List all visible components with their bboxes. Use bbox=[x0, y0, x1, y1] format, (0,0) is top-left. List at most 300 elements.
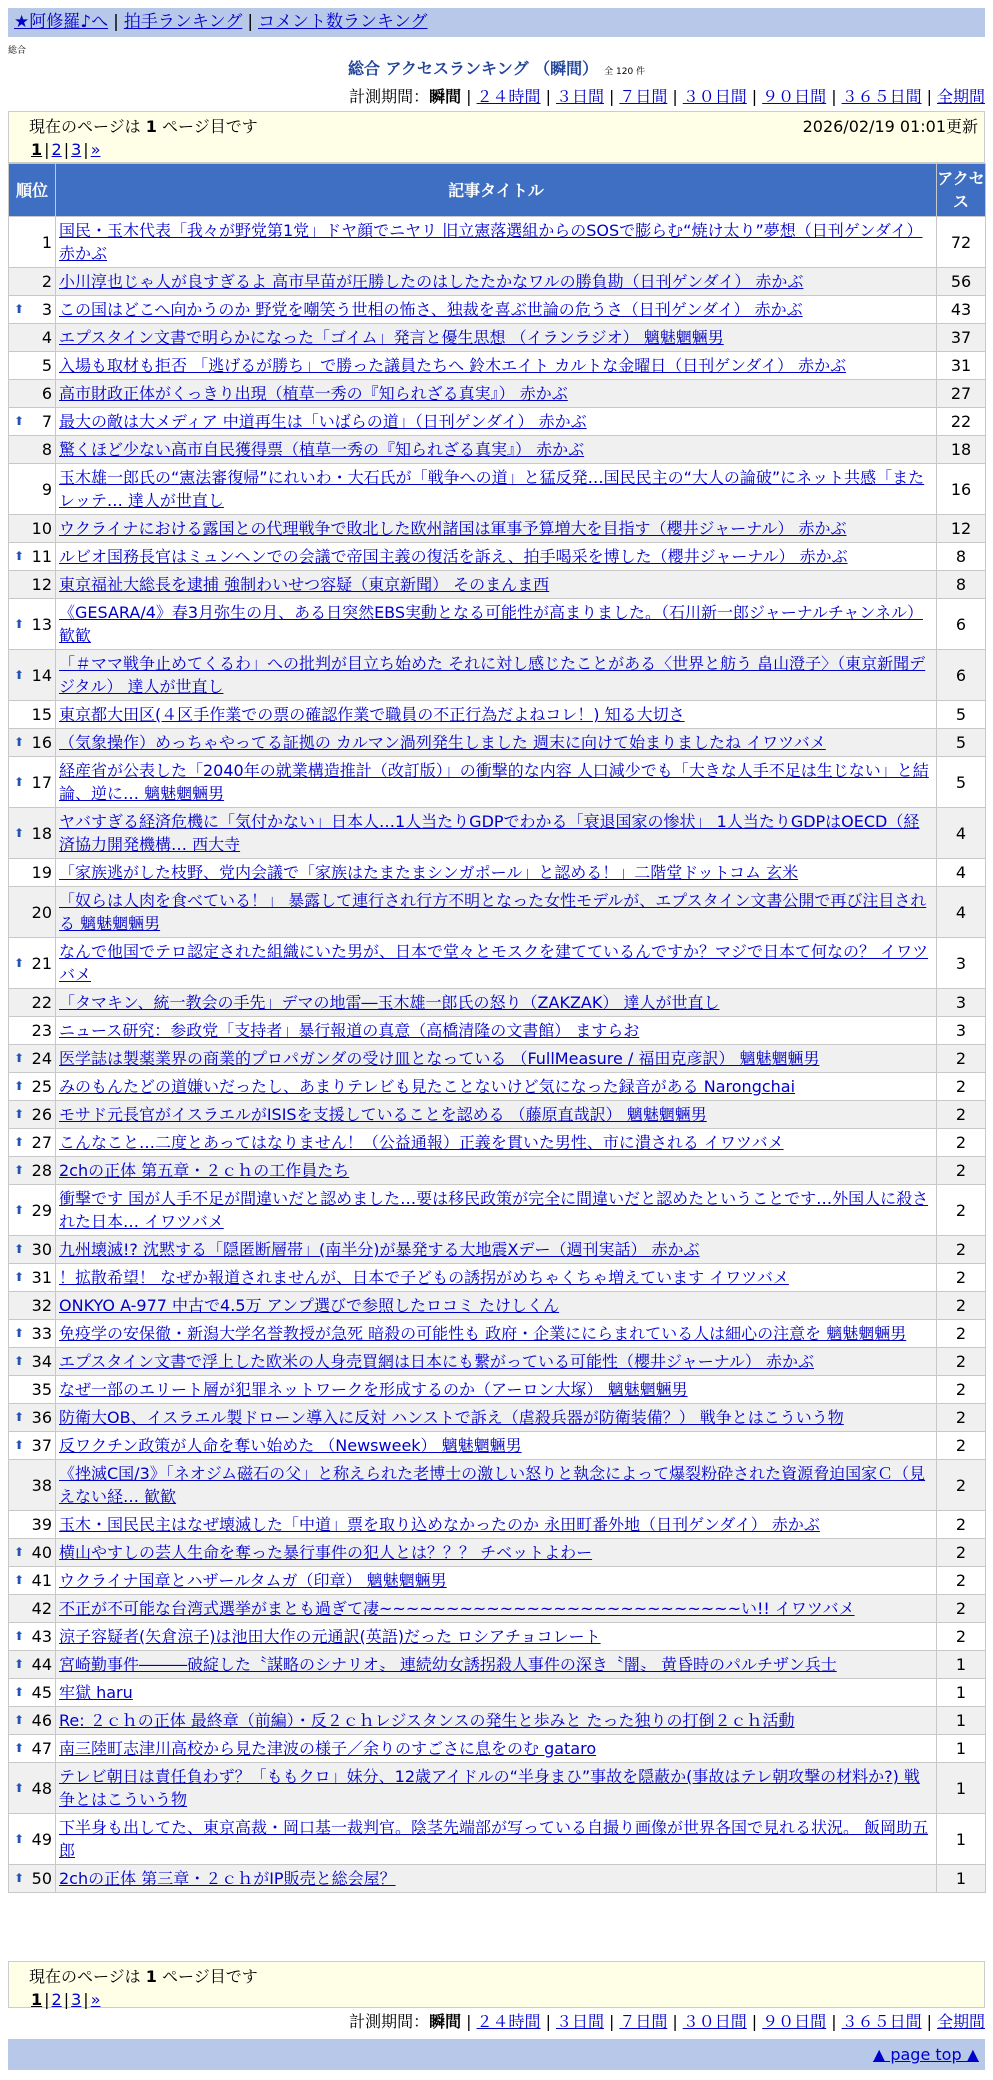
title-cell bbox=[56, 1432, 937, 1460]
access-count: 2 bbox=[937, 1348, 986, 1376]
up-arrow-icon: ⬆ bbox=[14, 735, 25, 749]
rank-cell bbox=[9, 599, 56, 650]
title-cell bbox=[56, 1865, 937, 1893]
period-link-90d[interactable]: ９０日間 bbox=[762, 2012, 827, 2031]
title-cell bbox=[56, 859, 937, 887]
clap-ranking-link[interactable]: 拍手ランキング bbox=[123, 12, 243, 32]
rank-cell bbox=[9, 989, 56, 1017]
access-count: 12 bbox=[937, 515, 986, 543]
nav-separator: | bbox=[113, 12, 119, 32]
period-link-24h[interactable]: ２４時間 bbox=[476, 87, 541, 106]
up-arrow-icon: ⬆ bbox=[14, 1780, 25, 1795]
article-title-link[interactable]: 東京都大田区(４区手作業での票の確認作業で職員の不正行為だよねコレ！) 知る大切さ bbox=[59, 705, 685, 724]
rank-number: 20 bbox=[31, 902, 52, 922]
rank-number: 13 bbox=[31, 614, 52, 634]
rank-number: 41 bbox=[31, 1571, 52, 1590]
table-row bbox=[9, 1185, 986, 1236]
period-link-3d[interactable]: ３日間 bbox=[555, 87, 604, 106]
up-arrow-icon: ⬆ bbox=[14, 1354, 25, 1368]
up-arrow-icon: ⬆ bbox=[14, 1107, 25, 1121]
table-row bbox=[9, 1707, 986, 1735]
rank-cell bbox=[9, 1264, 56, 1292]
title-cell bbox=[56, 352, 937, 380]
title-cell bbox=[56, 989, 937, 1017]
access-count: 1 bbox=[937, 1814, 986, 1865]
rank-number: 31 bbox=[31, 1268, 52, 1287]
period-separator: | bbox=[545, 87, 551, 106]
table-row bbox=[9, 1045, 986, 1073]
rank-number: 33 bbox=[31, 1324, 52, 1343]
period-link-365d[interactable]: ３６５日間 bbox=[841, 87, 922, 106]
access-count: 2 bbox=[937, 1595, 986, 1623]
access-count: 5 bbox=[937, 729, 986, 757]
up-arrow-icon: ⬆ bbox=[14, 1741, 25, 1755]
article-title-link[interactable]: 玉木・国民民主はなぜ壊滅した「中道」票を取り込めなかったのか 永田町番外地（日刊ゲンダイ） 赤かぶ bbox=[59, 1515, 820, 1534]
rank-cell bbox=[9, 1073, 56, 1101]
rank-column-header: 順位 bbox=[9, 164, 56, 217]
rank-number: 50 bbox=[31, 1869, 52, 1888]
access-count: 8 bbox=[937, 571, 986, 599]
access-count: 3 bbox=[937, 1017, 986, 1045]
access-count: 2 bbox=[937, 1073, 986, 1101]
access-count: 4 bbox=[937, 808, 986, 859]
period-link-365d[interactable]: ３６５日間 bbox=[841, 2012, 922, 2031]
table-row bbox=[9, 808, 986, 859]
table-row bbox=[9, 887, 986, 938]
access-count: 2 bbox=[937, 1157, 986, 1185]
rank-cell bbox=[9, 1460, 56, 1511]
rank-cell bbox=[9, 1320, 56, 1348]
page-next-link[interactable]: » bbox=[90, 1990, 101, 2009]
period-link-all[interactable]: 全期間 bbox=[936, 2012, 985, 2031]
article-title-link[interactable]: 2chの正体 第五章・２ｃｈの工作員たち bbox=[59, 1161, 350, 1180]
access-count: 31 bbox=[937, 352, 986, 380]
rank-cell bbox=[9, 1735, 56, 1763]
up-arrow-icon: ⬆ bbox=[14, 1163, 25, 1177]
title-cell bbox=[56, 599, 937, 650]
access-count: 2 bbox=[937, 1236, 986, 1264]
table-row bbox=[9, 268, 986, 296]
access-count: 27 bbox=[937, 380, 986, 408]
title-cell bbox=[56, 1101, 937, 1129]
comment-ranking-link[interactable]: コメント数ランキング bbox=[258, 12, 428, 32]
article-title-link[interactable]: 《GESARA/4》春3月弥生の月、ある日突然EBS実動となる可能性が高まりました。（石川新一郎ジャーナルチャンネル） 歓歓 bbox=[59, 603, 923, 645]
updated-timestamp: 2026/02/19 01:01更新 bbox=[802, 117, 978, 136]
up-arrow-icon: ⬆ bbox=[14, 1713, 25, 1727]
up-arrow-icon: ⬆ bbox=[14, 1871, 25, 1885]
title-cell bbox=[56, 1735, 937, 1763]
title-cell bbox=[56, 324, 937, 352]
access-count: 1 bbox=[937, 1865, 986, 1893]
title-cell bbox=[56, 1045, 937, 1073]
up-arrow-icon: ⬆ bbox=[14, 1270, 25, 1284]
article-title-link[interactable]: 宮崎勤事件―――破綻した〝謀略のシナリオ〟 連続幼女誘拐殺人事件の深き〝闇〟 黄昏時のパルチザン兵士 bbox=[59, 1655, 837, 1674]
article-title-link[interactable]: 《挫滅C国/3》「ネオジム磁石の父」と称えられた老博士の激しい怒りと執念によって爆裂粉砕された資源脅迫国家Ｃ（見えない経… 歓歓 bbox=[59, 1464, 926, 1506]
title-cell bbox=[56, 1348, 937, 1376]
rank-cell bbox=[9, 938, 56, 989]
table-row bbox=[9, 1017, 986, 1045]
access-count: 2 bbox=[937, 1623, 986, 1651]
article-title-link[interactable]: なんで他国でテロ認定された組織にいた男が、日本で堂々とモスクを建てているんですか？マジで日本て何なの？ イワツバメ bbox=[59, 942, 929, 984]
article-title-link[interactable]: ウクライナにおける露国との代理戦争で敗北した欧州諸国は軍事予算増大を目指す（櫻井ジャーナル） 赤かぶ bbox=[59, 519, 847, 538]
period-link-7d[interactable]: ７日間 bbox=[619, 87, 668, 106]
up-arrow-icon: ⬆ bbox=[14, 1685, 25, 1699]
article-title-link[interactable]: テレビ朝日は責任負わず？「ももクロ」妹分、12歳アイドルの“半身まひ”事故を隠蔽か(事故はテレ朝攻撃の材料か?) 戦争とはこういう物 bbox=[59, 1767, 920, 1809]
period-separator: | bbox=[545, 2012, 551, 2031]
table-row bbox=[9, 859, 986, 887]
article-title-link[interactable]: 衝撃です 国が人手不足が間違いだと認めました…要は移民政策が完全に間違いだと認めたということです…外国人に殺された日本… イワツバメ bbox=[59, 1189, 929, 1231]
page-link-3[interactable]: 3 bbox=[71, 140, 82, 159]
title-cell bbox=[56, 1623, 937, 1651]
table-row bbox=[9, 1157, 986, 1185]
access-count: 2 bbox=[937, 1185, 986, 1236]
title-cell bbox=[56, 217, 937, 268]
title-cell bbox=[56, 1073, 937, 1101]
rank-cell bbox=[9, 571, 56, 599]
period-link-90d[interactable]: ９０日間 bbox=[762, 87, 827, 106]
table-row bbox=[9, 1651, 986, 1679]
article-title-link[interactable]: 「奴らは人肉を食べている！」 暴露して連行され行方不明となった女性モデルが、エプスタイン文書公開で再び注目される 魑魅魍魎男 bbox=[59, 891, 927, 933]
rank-cell bbox=[9, 1539, 56, 1567]
rank-cell bbox=[9, 1185, 56, 1236]
table-row bbox=[9, 1320, 986, 1348]
rank-number: 47 bbox=[31, 1739, 52, 1758]
title-cell bbox=[56, 650, 937, 701]
page-link-2[interactable]: 2 bbox=[51, 140, 62, 159]
rank-number: 15 bbox=[31, 705, 52, 724]
up-arrow-icon: ⬆ bbox=[14, 1629, 25, 1643]
access-count: 2 bbox=[937, 1539, 986, 1567]
table-row bbox=[9, 543, 986, 571]
rank-number: 7 bbox=[41, 412, 52, 431]
rank-cell bbox=[9, 859, 56, 887]
rank-cell bbox=[9, 1679, 56, 1707]
rank-number: 32 bbox=[31, 1296, 52, 1315]
rank-cell bbox=[9, 1236, 56, 1264]
article-title-link[interactable]: ルビオ国務長官はミュンヘンでの会議で帝国主義の復活を訴え、拍手喝采を博した（櫻井ジャーナル） 赤かぶ bbox=[59, 547, 848, 566]
rank-cell bbox=[9, 1814, 56, 1865]
rank-number: 46 bbox=[31, 1711, 52, 1730]
rank-cell bbox=[9, 1376, 56, 1404]
table-row bbox=[9, 1376, 986, 1404]
table-row bbox=[9, 701, 986, 729]
bottom-bar bbox=[8, 2039, 985, 2070]
rank-cell bbox=[9, 408, 56, 436]
title-cell bbox=[56, 938, 937, 989]
rank-cell bbox=[9, 324, 56, 352]
up-arrow-icon: ⬆ bbox=[14, 1326, 25, 1340]
article-title-link[interactable]: 最大の敵は大メディア 中道再生は「いばらの道」（日刊ゲンダイ） 赤かぶ bbox=[59, 412, 587, 431]
rank-number: 18 bbox=[31, 823, 52, 843]
access-count: 2 bbox=[937, 1101, 986, 1129]
article-title-link[interactable]: 国民・玉木代表「我々が野党第1党」ドヤ顔でニヤリ 旧立憲落選組からのSOSで膨らむ“焼け太り”夢想（日刊ゲンダイ） 赤かぶ bbox=[59, 221, 923, 263]
article-title-link[interactable]: なぜ一部のエリート層が犯罪ネットワークを形成するのか（アーロン大塚） 魑魅魍魎男 bbox=[59, 1380, 688, 1399]
ranking-table-body bbox=[9, 217, 986, 1893]
page-link-3[interactable]: 3 bbox=[71, 1990, 82, 2009]
article-title-link[interactable]: 驚くほど少ない高市自民獲得票（植草一秀の『知られざる真実』） 赤かぶ bbox=[59, 440, 585, 459]
access-count: 2 bbox=[937, 1320, 986, 1348]
rank-cell bbox=[9, 887, 56, 938]
rank-cell bbox=[9, 543, 56, 571]
rank-cell bbox=[9, 1865, 56, 1893]
table-row bbox=[9, 599, 986, 650]
title-cell bbox=[56, 1511, 937, 1539]
access-count: 2 bbox=[937, 1376, 986, 1404]
article-title-link[interactable]: 「タマキン、統一教会の手先」デマの地雷―玉木雄一郎氏の怒り（ZAKZAK） 達人が世直し bbox=[59, 993, 720, 1012]
period-link-30d[interactable]: ３０日間 bbox=[682, 87, 747, 106]
article-title-link[interactable]: こんなこと…二度とあってはなりません！（公益通報）正義を貫いた男性、市に潰される イワツバメ bbox=[59, 1133, 784, 1152]
article-title-link[interactable]: 南三陸町志津川高校から見た津波の様子／余りのすごさに息をのむ gataro bbox=[59, 1739, 597, 1758]
up-arrow-icon: ⬆ bbox=[14, 774, 25, 789]
table-row bbox=[9, 324, 986, 352]
table-row bbox=[9, 380, 986, 408]
article-title-link[interactable]: 反ワクチン政策が人命を奪い始めた （Newsweek） 魑魅魍魎男 bbox=[59, 1436, 522, 1455]
article-title-link[interactable]: 東京福祉大総長を逮捕 強制わいせつ容疑（東京新聞） そのまんま西 bbox=[59, 575, 550, 594]
access-count: 5 bbox=[937, 701, 986, 729]
up-arrow-icon: ⬆ bbox=[14, 1410, 25, 1424]
rank-number: 5 bbox=[41, 356, 52, 375]
article-title-link[interactable]: 九州壊滅!? 沈黙する「隠匿断層帯」(南半分)が暴発する大地震Xデー（週刊実話） 赤かぶ bbox=[59, 1240, 700, 1259]
article-title-link[interactable]: 高市財政正体がくっきり出現（植草一秀の『知られざる真実』） 赤かぶ bbox=[59, 384, 568, 403]
period-link-24h[interactable]: ２４時間 bbox=[476, 2012, 541, 2031]
article-title-link[interactable]: ヤバすぎる経済危機に「気付かない」日本人…1人当たりGDPでわかる「衰退国家の惨状」 1人当たりGDPはOECD（経済協力開発機構… 西大寺 bbox=[59, 812, 920, 854]
article-title-link[interactable]: 牢獄 haru bbox=[59, 1683, 133, 1702]
access-count: 4 bbox=[937, 859, 986, 887]
up-arrow-icon: ⬆ bbox=[14, 955, 25, 970]
rank-number: 9 bbox=[41, 479, 52, 499]
up-arrow-icon: ⬆ bbox=[14, 1079, 25, 1093]
table-row bbox=[9, 729, 986, 757]
article-title-link[interactable]: Re: ２ｃｈの正体 最終章（前編）・反２ｃｈレジスタンスの発生と歩みと たった独りの打倒２ｃｈ活動 bbox=[59, 1711, 795, 1730]
rank-cell bbox=[9, 268, 56, 296]
article-title-link[interactable]: 「＃ママ戦争止めてくるわ」への批判が目立ち始めた それに対し感じたことがある〈世界と舫う 畠山澄子〉（東京新聞デジタル） 達人が世直し bbox=[59, 654, 926, 696]
rank-number: 6 bbox=[41, 384, 52, 403]
article-title-link[interactable]: 防衛大OB、イスラエル製ドローン導入に反対 ハンストで訴え（虐殺兵器が防衛装備？） 戦争とはこういう物 bbox=[59, 1408, 844, 1427]
table-row bbox=[9, 571, 986, 599]
rank-number: 11 bbox=[31, 547, 52, 566]
home-link[interactable]: ★阿修羅♪へ bbox=[14, 12, 109, 32]
rank-cell bbox=[9, 515, 56, 543]
rank-number: 4 bbox=[41, 328, 52, 347]
up-arrow-icon: ⬆ bbox=[14, 1657, 25, 1671]
up-arrow-icon: ⬆ bbox=[14, 825, 25, 840]
title-cell bbox=[56, 571, 937, 599]
table-row bbox=[9, 408, 986, 436]
article-title-link[interactable]: 横山やすしの芸人生命を奪った暴行事件の犯人とは？？？ チベットよわー bbox=[59, 1543, 593, 1562]
title-cell bbox=[56, 1236, 937, 1264]
title-cell bbox=[56, 1814, 937, 1865]
period-label: 計測期間： bbox=[349, 87, 430, 106]
up-arrow-icon: ⬆ bbox=[14, 549, 25, 563]
title-column-header: 記事タイトル bbox=[56, 164, 937, 217]
rank-cell bbox=[9, 1292, 56, 1320]
rank-number: 3 bbox=[41, 300, 52, 319]
access-count: 8 bbox=[937, 543, 986, 571]
period-link-7d[interactable]: ７日間 bbox=[619, 2012, 668, 2031]
rank-number: 30 bbox=[31, 1240, 52, 1259]
table-row bbox=[9, 1073, 986, 1101]
nav-separator: | bbox=[247, 12, 254, 32]
current-page-text: 現在のページは 1 ページ目です bbox=[29, 1967, 258, 1986]
access-count: 6 bbox=[937, 650, 986, 701]
period-link-all[interactable]: 全期間 bbox=[936, 87, 985, 106]
title-cell bbox=[56, 701, 937, 729]
article-title-link[interactable]: （気象操作）めっちゃやってる証拠の カルマン渦列発生しました 週末に向けて始まりましたね イワツバメ bbox=[59, 733, 826, 752]
article-title-link[interactable]: 経産省が公表した「2040年の就業構造推計（改訂版）」の衝撃的な内容 人口減少でも「大きな人手不足は生じない」と結論、逆に… 魑魅魍魎男 bbox=[59, 761, 929, 803]
rank-number: 23 bbox=[31, 1021, 52, 1040]
title-cell bbox=[56, 268, 937, 296]
access-count: 2 bbox=[937, 1292, 986, 1320]
access-count: 4 bbox=[937, 887, 986, 938]
title-cell bbox=[56, 1679, 937, 1707]
article-title-link[interactable]: ウクライナ国章とハザールタムガ（印章） 魑魅魍魎男 bbox=[59, 1571, 447, 1590]
rank-number: 42 bbox=[31, 1599, 52, 1618]
article-title-link[interactable]: この国はどこへ向かうのか 野党を嘲笑う世相の怖さ、独裁を喜ぶ世論の危うさ（日刊ゲンダイ） 赤かぶ bbox=[59, 300, 803, 319]
article-title-link[interactable]: ！拡散希望！ なぜか報道されませんが、日本で子どもの誘拐がめちゃくちゃ増えています イワツバメ bbox=[59, 1268, 789, 1287]
title-cell bbox=[56, 1567, 937, 1595]
title-cell bbox=[56, 1539, 937, 1567]
rank-cell bbox=[9, 352, 56, 380]
article-title-link[interactable]: 小川淳也じゃ人が良すぎるよ 高市早苗が圧勝したのはしたたかなワルの勝負勘（日刊ゲンダイ） 赤かぶ bbox=[59, 272, 804, 291]
title-cell bbox=[56, 808, 937, 859]
article-title-link[interactable]: 「家族逃がした枝野、党内会議で「家族はたまたまシンガポール」と認める！」二階堂ドットコム 玄米 bbox=[59, 863, 799, 882]
rank-cell bbox=[9, 1511, 56, 1539]
title-cell bbox=[56, 729, 937, 757]
access-count: 37 bbox=[937, 324, 986, 352]
table-row bbox=[9, 1348, 986, 1376]
title-cell bbox=[56, 1292, 937, 1320]
rank-cell bbox=[9, 1157, 56, 1185]
rank-number: 27 bbox=[31, 1133, 52, 1152]
rank-number: 43 bbox=[31, 1627, 52, 1646]
up-arrow-icon: ⬆ bbox=[14, 1438, 25, 1452]
rank-cell bbox=[9, 1348, 56, 1376]
up-arrow-icon: ⬆ bbox=[14, 667, 25, 682]
rank-number: 28 bbox=[31, 1161, 52, 1180]
access-count: 1 bbox=[937, 1679, 986, 1707]
rank-cell bbox=[9, 1567, 56, 1595]
rank-number: 44 bbox=[31, 1655, 52, 1674]
rank-number: 10 bbox=[31, 519, 52, 538]
table-row bbox=[9, 352, 986, 380]
title-cell bbox=[56, 1376, 937, 1404]
rank-cell bbox=[9, 1651, 56, 1679]
table-row bbox=[9, 1460, 986, 1511]
article-title-link[interactable]: ONKYO A-977 中古で4.5万 アンプ選びで参照したロコミ たけしくん bbox=[59, 1296, 560, 1315]
rank-number: 12 bbox=[31, 575, 52, 594]
table-row bbox=[9, 1511, 986, 1539]
access-column-header: アクセス bbox=[937, 164, 986, 217]
access-count: 2 bbox=[937, 1045, 986, 1073]
title-cell bbox=[56, 1185, 937, 1236]
article-title-link[interactable]: エプスタイン文書で明らかになった「ゴイム」発言と優生思想 （イランラジオ） 魑魅魍魎男 bbox=[59, 328, 724, 347]
rank-cell bbox=[9, 436, 56, 464]
article-title-link[interactable]: 下半身も出してた、東京高裁・岡口基一裁判官。陰茎先端部が写っている自撮り画像が世界各国で見れる状況。 飯岡助五郎 bbox=[59, 1818, 929, 1860]
rank-number: 19 bbox=[31, 863, 52, 882]
article-title-link[interactable]: 免疫学の安保徹・新潟大学名誉教授が急死 暗殺の可能性も 政府・企業ににらまれている人は細心の注意を 魑魅魍魎男 bbox=[59, 1324, 907, 1343]
rank-cell bbox=[9, 650, 56, 701]
title-cell bbox=[56, 408, 937, 436]
title-cell bbox=[56, 515, 937, 543]
article-title-link[interactable]: 涼子容疑者(矢倉涼子)は池田大作の元通訳(英語)だった ロシアチョコレート bbox=[59, 1627, 601, 1646]
rank-number: 22 bbox=[31, 993, 52, 1012]
period-link-3d[interactable]: ３日間 bbox=[555, 2012, 604, 2031]
access-count: 72 bbox=[937, 217, 986, 268]
table-row bbox=[9, 1679, 986, 1707]
article-title-link[interactable]: 入場も取材も拒否 「逃げるが勝ち」で勝った議員たちへ 鈴木エイト カルトな金曜日（日刊ゲンダイ） 赤かぶ bbox=[59, 356, 847, 375]
table-header-row bbox=[9, 164, 986, 217]
title-cell bbox=[56, 1763, 937, 1814]
period-selector-bottom bbox=[349, 2011, 985, 2032]
table-row bbox=[9, 757, 986, 808]
up-arrow-icon: ⬆ bbox=[14, 1831, 25, 1846]
title-cell bbox=[56, 543, 937, 571]
access-count: 6 bbox=[937, 599, 986, 650]
rank-number: 24 bbox=[31, 1049, 52, 1068]
page-link-2[interactable]: 2 bbox=[51, 1990, 62, 2009]
article-title-link[interactable]: 玉木雄一郎氏の“憲法審復帰”にれいわ・大石氏が「戦争への道」と猛反発…国民民主の“大人の論破”にネット共感「またレッテ… 達人が世直し bbox=[59, 468, 925, 510]
table-row bbox=[9, 296, 986, 324]
title-cell bbox=[56, 757, 937, 808]
table-row bbox=[9, 1292, 986, 1320]
page-next-link[interactable]: » bbox=[90, 140, 101, 159]
table-row bbox=[9, 464, 986, 515]
pager-top bbox=[8, 111, 985, 163]
page-title: 総合 アクセスランキング （瞬間） bbox=[347, 59, 599, 78]
table-row bbox=[9, 1539, 986, 1567]
rank-cell bbox=[9, 1623, 56, 1651]
rank-number: 1 bbox=[41, 232, 52, 252]
pagination: 1 | 2 | 3 | » bbox=[31, 140, 101, 159]
period-separator: | bbox=[831, 2012, 837, 2031]
rank-number: 48 bbox=[31, 1778, 52, 1798]
access-count: 2 bbox=[937, 1460, 986, 1511]
access-count: 56 bbox=[937, 268, 986, 296]
title-cell bbox=[56, 1707, 937, 1735]
section-label: 総合 bbox=[8, 46, 27, 56]
title-cell bbox=[56, 296, 937, 324]
up-arrow-icon: ⬆ bbox=[14, 302, 25, 316]
access-count: 1 bbox=[937, 1735, 986, 1763]
title-cell bbox=[56, 1460, 937, 1511]
rank-number: 21 bbox=[31, 953, 52, 973]
rank-number: 14 bbox=[31, 665, 52, 685]
period-label: 計測期間： bbox=[349, 2012, 430, 2031]
page-current: 1 bbox=[31, 1990, 43, 2009]
rank-cell bbox=[9, 464, 56, 515]
table-row bbox=[9, 650, 986, 701]
period-link-30d[interactable]: ３０日間 bbox=[682, 2012, 747, 2031]
period-separator: | bbox=[608, 87, 615, 106]
article-title-link[interactable]: エプスタイン文書で浮上した欧米の人身売買網は日本にも繋がっている可能性（櫻井ジャーナル） 赤かぶ bbox=[59, 1352, 815, 1371]
article-title-link[interactable]: 2chの正体 第三章・２ｃｈがIP販売と総会屋？ bbox=[59, 1869, 396, 1888]
rank-cell bbox=[9, 1404, 56, 1432]
table-row bbox=[9, 1865, 986, 1893]
access-count: 1 bbox=[937, 1707, 986, 1735]
article-title-link[interactable]: ニュース研究：参政党「支持者」暴行報道の真意（高橋清隆の文書館） ますらお bbox=[59, 1021, 640, 1040]
article-title-link[interactable]: みのもんたどの道嫌いだったし、あまりテレビも見たことないけど気になった録音がある Narongchai bbox=[59, 1077, 796, 1096]
period-current: 瞬間 bbox=[429, 2012, 462, 2031]
access-count: 2 bbox=[937, 1129, 986, 1157]
access-count: 2 bbox=[937, 1567, 986, 1595]
article-title-link[interactable]: 医学誌は製薬業界の商業的プロパガンダの受け皿となっている （FullMeasure / 福田克彦訳） 魑魅魍魎男 bbox=[59, 1049, 820, 1068]
table-row bbox=[9, 1763, 986, 1814]
table-row bbox=[9, 938, 986, 989]
rank-number: 25 bbox=[31, 1077, 52, 1096]
article-title-link[interactable]: モサド元長官がイスラエルがISISを支援していることを認める （藤原直哉訳） 魑魅魍魎男 bbox=[59, 1105, 707, 1124]
page-top-link[interactable]: ▲ page top ▲ bbox=[872, 2045, 979, 2064]
article-title-link[interactable]: 不正が不可能な台湾式選挙がまとも過ぎて凄~~~~~~~~~~~~~~~~~~~~~~~~~~~い!! イワツバメ bbox=[59, 1599, 855, 1618]
